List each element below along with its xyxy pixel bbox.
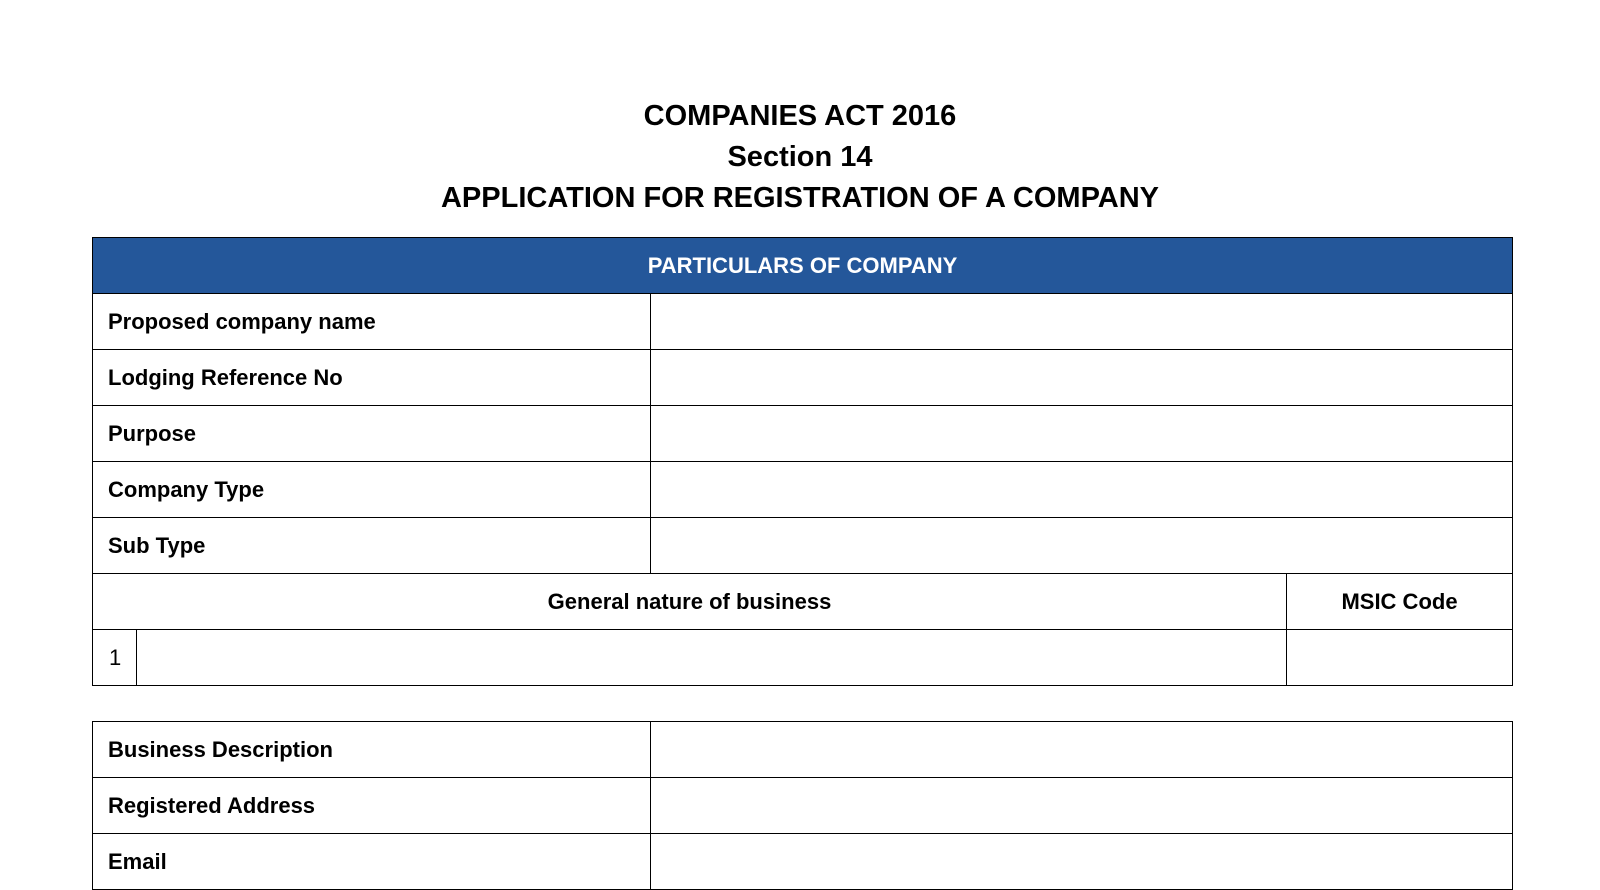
purpose-label: Purpose [93,406,651,462]
lodging-reference-field[interactable] [651,350,1513,406]
application-title: APPLICATION FOR REGISTRATION OF A COMPANY [440,182,1159,214]
section-title: Section 14 [727,141,873,173]
email-label: Email [93,834,651,890]
sub-type-label: Sub Type [93,518,651,574]
nature-of-business-field[interactable] [137,630,1287,686]
table-row [93,406,1513,462]
details-table [92,721,1513,890]
company-type-label: Company Type [93,462,651,518]
business-description-label: Business Description [93,722,651,778]
table-row [93,778,1513,834]
table-row [93,294,1513,350]
registered-address-field[interactable] [651,778,1513,834]
lodging-reference-label: Lodging Reference No [93,350,651,406]
table-row [93,630,1513,686]
company-type-field[interactable] [651,462,1513,518]
nature-of-business-header: General nature of business [93,574,1287,630]
particulars-table [92,237,1513,686]
sub-type-field[interactable] [651,518,1513,574]
purpose-field[interactable] [651,406,1513,462]
proposed-company-name-field[interactable] [651,294,1513,350]
registered-address-label: Registered Address [93,778,651,834]
email-field[interactable] [651,834,1513,890]
proposed-company-name-label: Proposed company name [93,294,651,350]
act-title: COMPANIES ACT 2016 [643,100,957,132]
table-row [93,834,1513,890]
particulars-header: PARTICULARS OF COMPANY [93,238,1513,294]
table-row [93,722,1513,778]
table-row [93,462,1513,518]
business-header-row [93,574,1513,630]
form-title [0,96,1600,219]
table-row [93,518,1513,574]
business-description-field[interactable] [651,722,1513,778]
msic-code-header: MSIC Code [1287,574,1513,630]
msic-code-field[interactable] [1287,630,1513,686]
table-row [93,350,1513,406]
business-row-number: 1 [93,630,137,686]
